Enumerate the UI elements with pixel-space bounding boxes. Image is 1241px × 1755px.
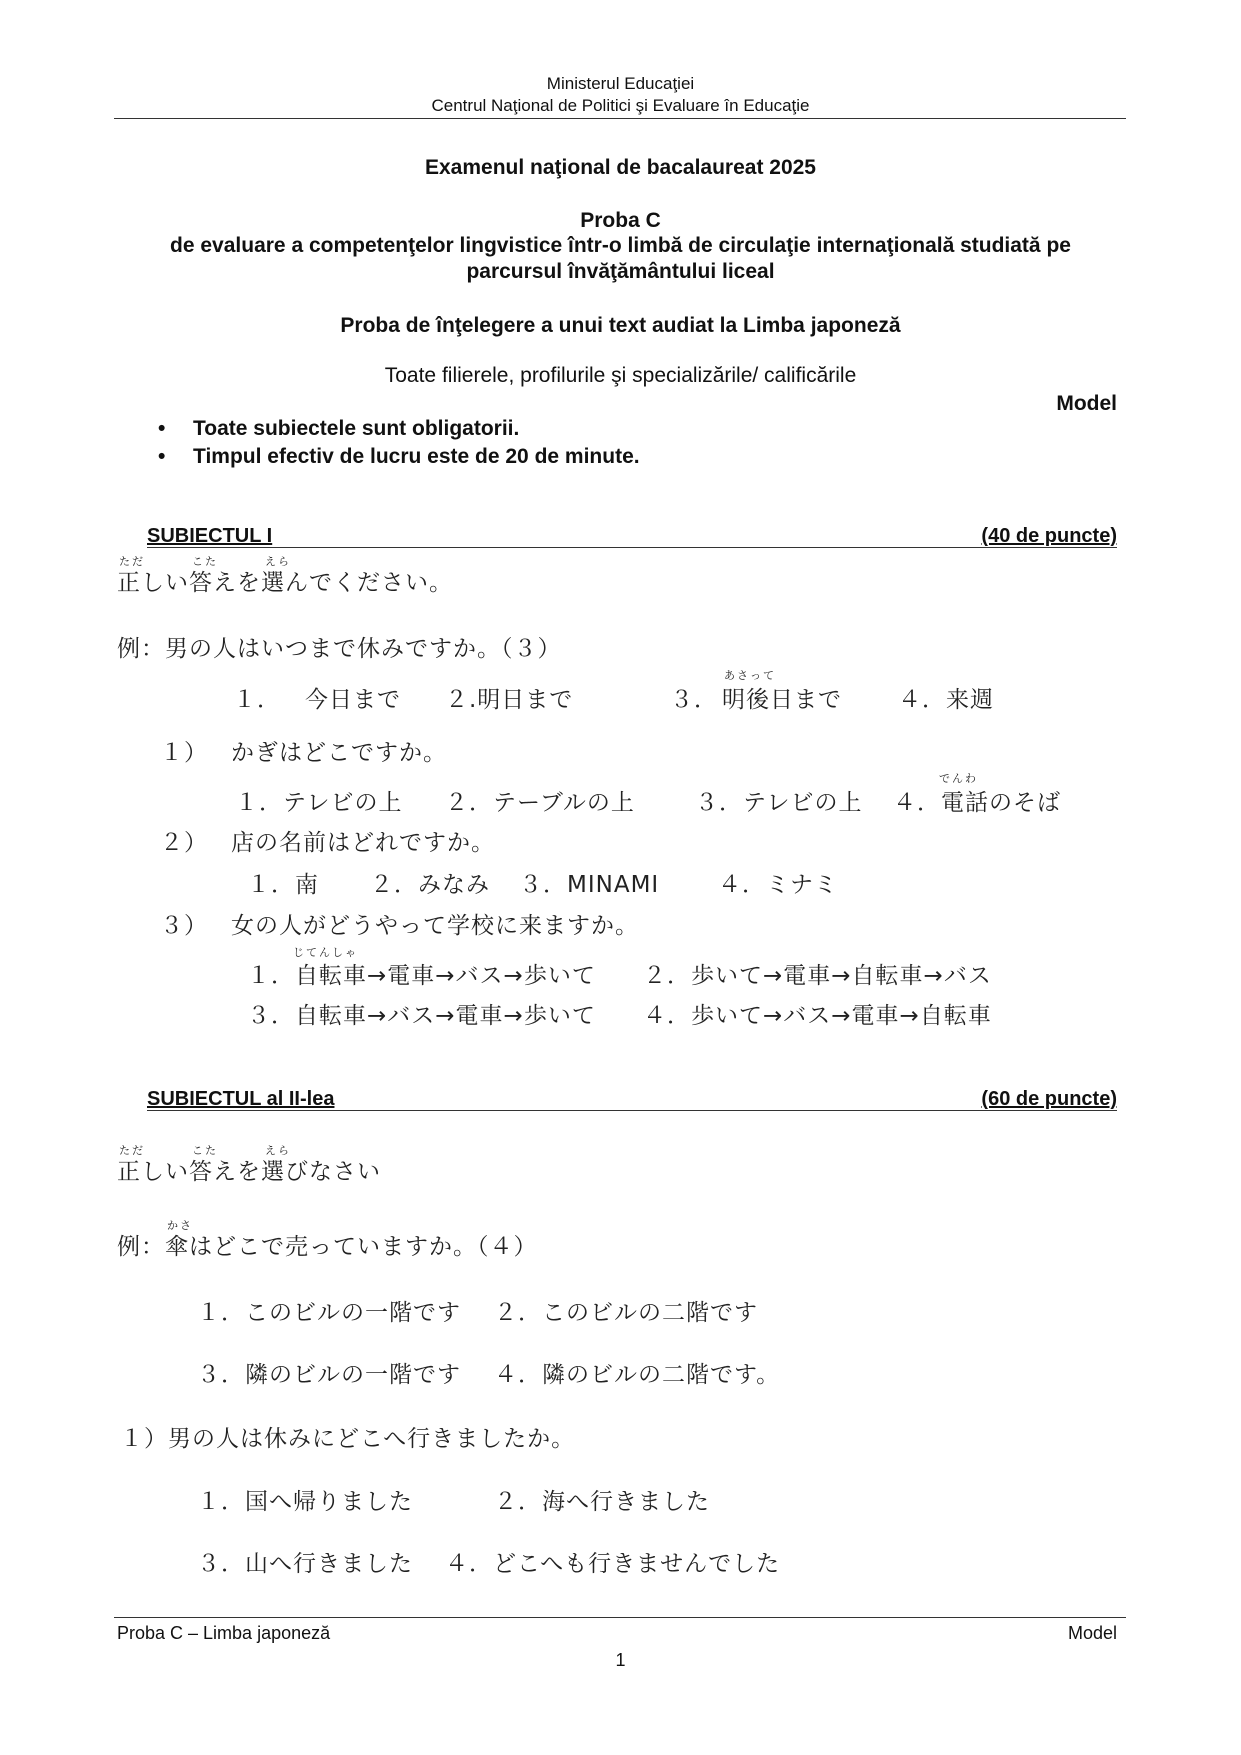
rule-item: • Timpul efectiv de lucru este de 20 de minute. [158, 445, 640, 468]
question-number: ３） [160, 913, 208, 939]
answer-option: １．自転車→電車→バス→歩いて [247, 963, 596, 989]
example-option: 今日まで [305, 687, 401, 713]
answer-option: ３．山へ行きました [197, 1551, 413, 1577]
question-text: 女の人がどうやって学校に来ますか。 [231, 913, 639, 939]
answer-option: １．国へ帰りました [197, 1489, 413, 1515]
subject2-example-question: 例：傘はどこで売っていますか。（４） [117, 1234, 538, 1260]
subject2-underline [147, 1110, 1117, 1111]
furigana: ただ [119, 1144, 145, 1157]
rule-item: • Toate subiectele sunt obligatorii. [158, 417, 520, 440]
subject1-points: (40 de puncte) [981, 525, 1117, 547]
answer-option: ２．海へ行きました [494, 1489, 710, 1515]
subject2-instruction: 正しい答えを選びなさい [117, 1159, 381, 1185]
furigana: こた [192, 555, 218, 568]
furigana: じてんしゃ [293, 946, 358, 959]
example-option: １． [233, 687, 281, 713]
subject1-instruction: 正しい答えを選んでください。 [117, 570, 453, 596]
question-text: かぎはどこですか。 [231, 740, 447, 766]
proba-title: Proba C [580, 209, 661, 232]
question-text: 店の名前はどれですか。 [231, 830, 495, 856]
answer-option: ２．テーブルの上 [445, 790, 635, 816]
subject2-points: (60 de puncte) [981, 1088, 1117, 1110]
page-number: 1 [615, 1650, 626, 1670]
header-divider [114, 118, 1126, 119]
answer-option: ２．歩いて→電車→自転車→バス [643, 963, 992, 989]
answer-option: ４．ミナミ [718, 872, 838, 898]
bullet-icon: • [158, 445, 166, 468]
model-label: Model [1056, 392, 1117, 415]
answer-option: ３．自転車→バス→電車→歩いて [247, 1003, 596, 1029]
answer-option: ４．電話のそば [893, 790, 1061, 816]
answer-option: ２．みなみ [370, 872, 490, 898]
question-text: １）男の人は休みにどこへ行きましたか。 [120, 1426, 576, 1452]
furigana: でんわ [939, 772, 978, 785]
bullet-icon: • [158, 417, 166, 440]
furigana: えら [265, 555, 291, 568]
center-name: Centrul Naţional de Politici şi Evaluare în Educaţie [431, 96, 810, 115]
exam-subtitle: Proba de înţelegere a unui text audiat la Limba japoneză [340, 314, 901, 337]
exam-title: Examenul naţional de bacalaureat 2025 [424, 156, 816, 179]
footer-left: Proba C – Limba japoneză [117, 1623, 331, 1643]
subject1-example-question: 例：男の人はいつまで休みですか。（３） [117, 636, 562, 662]
answer-option: ４．どこへも行きませんでした [445, 1551, 781, 1577]
footer-divider [114, 1617, 1126, 1618]
subject1-heading: SUBIECTUL I [147, 525, 273, 547]
answer-option: ３．テレビの上 [695, 790, 863, 816]
example-option: ４．隣のビルの二階です。 [494, 1362, 781, 1388]
example-option: ４．来週 [898, 687, 994, 713]
example-option: ３． [670, 687, 718, 713]
subject2-heading: SUBIECTUL al II-lea [147, 1088, 335, 1110]
question-number: １） [160, 740, 208, 766]
answer-option: ４．歩いて→バス→電車→自転車 [643, 1003, 992, 1029]
ministry-name: Ministerul Educaţiei [546, 74, 695, 93]
furigana: えら [265, 1144, 291, 1157]
exam-description-line1: de evaluare a competenţelor lingvistice într-o limbă de circulaţie internaţională studiată pe [170, 234, 1071, 257]
furigana: こた [192, 1144, 218, 1157]
exam-description-line2: parcursul învăţământului liceal [466, 260, 775, 283]
furigana: ただ [119, 555, 145, 568]
footer-right: Model [1067, 1623, 1117, 1643]
answer-option: ３．MINAMI [519, 872, 660, 898]
question-number: ２） [160, 830, 208, 856]
example-option: 明後日まで [722, 687, 842, 713]
example-option: ２.明日まで [445, 687, 574, 713]
furigana: あさって [724, 669, 776, 682]
answer-option: １．南 [247, 872, 319, 898]
filiere-text: Toate filierele, profilurile şi specializările/ calificările [384, 364, 857, 387]
answer-option: １．テレビの上 [235, 790, 403, 816]
furigana: かさ [167, 1219, 193, 1232]
example-option: ３．隣のビルの一階です [197, 1362, 461, 1388]
subject1-underline [147, 547, 1117, 548]
example-option: １．このビルの一階です [197, 1300, 461, 1326]
example-option: ２．このビルの二階です [494, 1300, 758, 1326]
